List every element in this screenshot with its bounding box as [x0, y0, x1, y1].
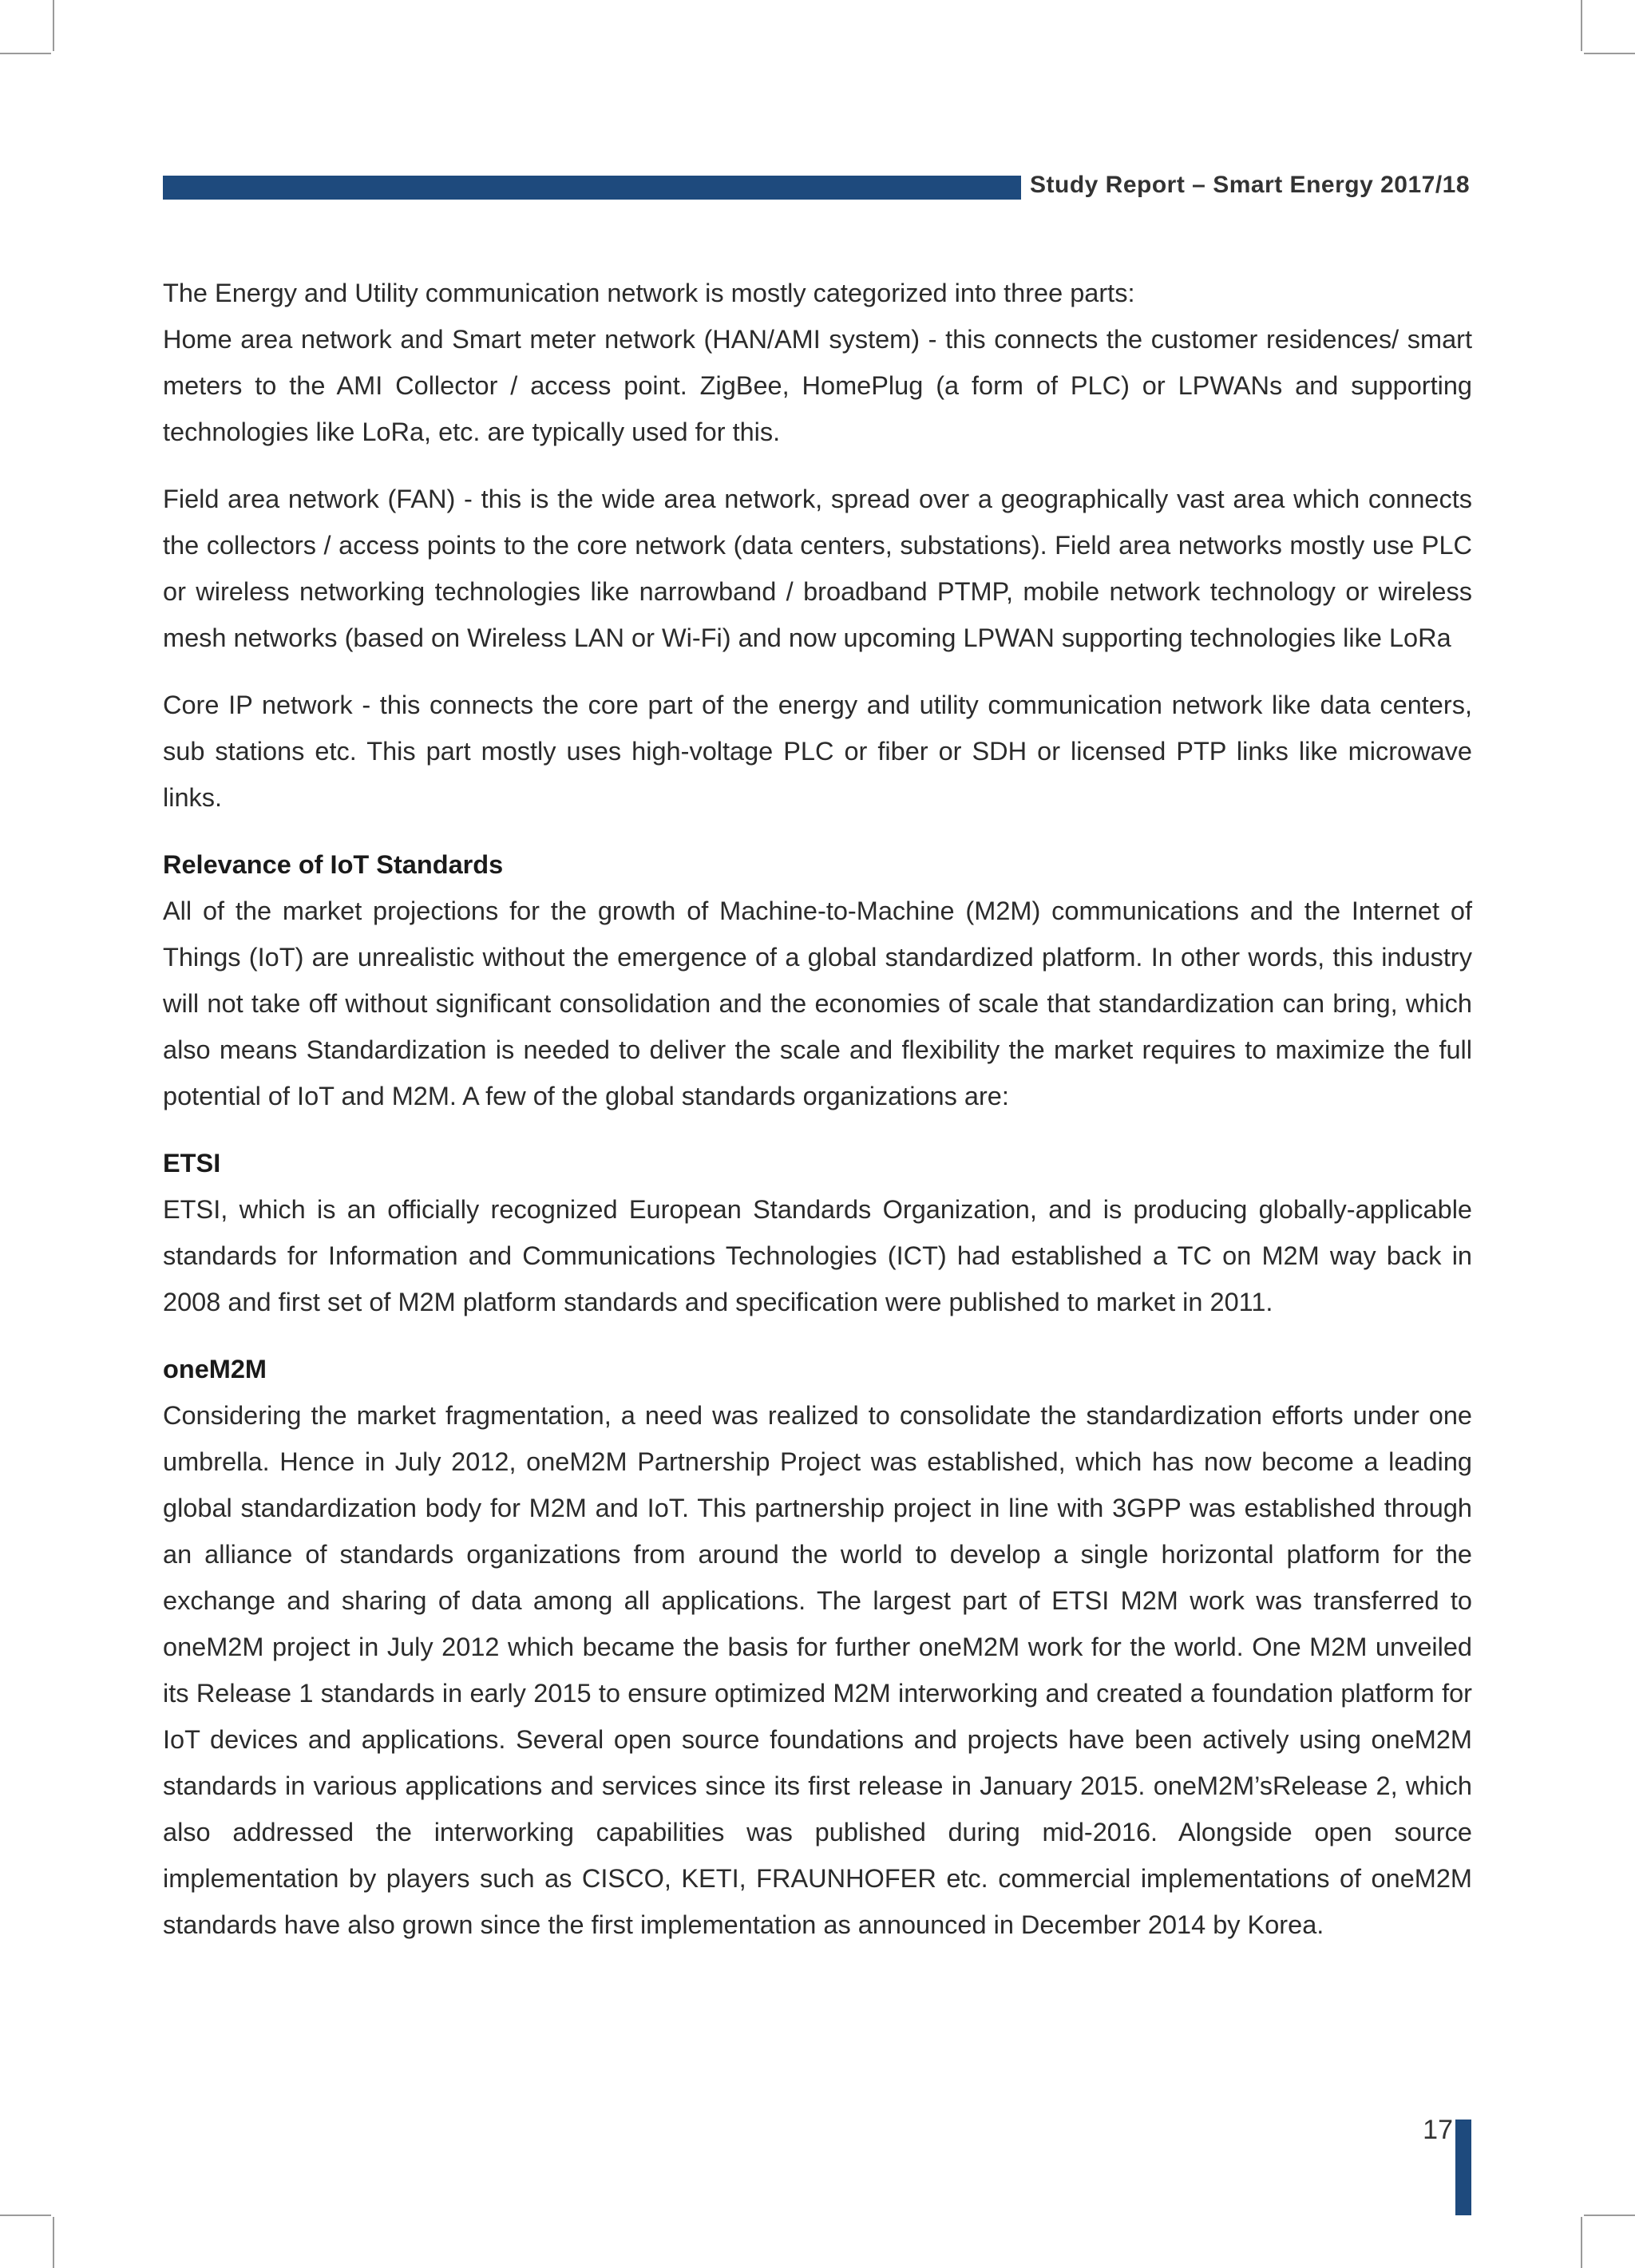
relevance-heading: Relevance of IoT Standards: [163, 850, 504, 879]
onem2m-paragraph: Considering the market fragmentation, a need was realized to consolidate the standardization efforts under one umbrella. Hence in July 2012, oneM2M Partnership Project was established, which has now become a leading global standardization body for M2M and IoT. This partnership project in line with 3GPP was established through an alliance of standards organizations from around the world to develop a single horizontal platform for the exchange and sharing of data among all applications. The largest part of ETSI M2M work was transferred to oneM2M project in July 2012 which became the basis for further oneM2M work for the world. One M2M unveiled its Release 1 standards in early 2015 to ensure optimized M2M interworking and created a foundation platform for IoT devices and applications. Several open source foundations and projects have been actively using oneM2M standards in various applications and services since its first release in January 2015. oneM2M’sRelease 2, which also addressed the interworking capabilities was published during mid-2016. Alongside open source implementation by players such as CISCO, KETI, FRAUNHOFER etc. commercial implementations of oneM2M standards have also grown since the first implementation as announced in December 2014 by Korea.: [163, 1401, 1472, 1939]
crop-mark: [53, 0, 54, 51]
etsi-paragraph: ETSI, which is an officially recognized European Standards Organization, and is producing globally-applicable standards for Information and Communications Technologies (ICT) had established a TC on M2M way back in 2008 and first set of M2M platform standards and specification were published to market in 2011.: [163, 1195, 1472, 1316]
onem2m-heading: oneM2M: [163, 1355, 267, 1383]
intro-paragraph: The Energy and Utility communication network is mostly categorized into three parts:: [163, 279, 1135, 307]
report-title: Study Report – Smart Energy 2017/18: [1030, 172, 1471, 198]
crop-mark: [1584, 2215, 1635, 2216]
page-number: 17: [1423, 2115, 1453, 2145]
crop-mark: [53, 2217, 54, 2268]
page-content: [163, 270, 1472, 1948]
han-paragraph: Home area network and Smart meter network (HAN/AMI system) - this connects the customer residences/ smart meters to the AMI Collector / access point. ZigBee, HomePlug (a form of PLC) or LPWANs and supporting technologies like LoRa, etc. are typically used for this.: [163, 325, 1472, 446]
crop-mark: [0, 2215, 51, 2216]
crop-mark: [1581, 2217, 1582, 2268]
core-paragraph: Core IP network - this connects the core part of the energy and utility communication network like data centers, sub stations etc. This part mostly uses high-voltage PLC or fiber or SDH or licensed PTP links like microwave links.: [163, 691, 1472, 812]
fan-paragraph: Field area network (FAN) - this is the wide area network, spread over a geographically vast area which connects the collectors / access points to the core network (data centers, substations). Field area networks mostly use PLC or wireless networking technologies like narrowband / broadband PTMP, mobile network technology or wireless mesh networks (based on Wireless LAN or Wi-Fi) and now upcoming LPWAN supporting technologies like LoRa: [163, 485, 1472, 652]
relevance-paragraph: All of the market projections for the growth of Machine-to-Machine (M2M) communications and the Internet of Things (IoT) are unrealistic without the emergence of a global standardized platform. In other words, this industry will not take off without significant consolidation and the economies of scale that standardization can bring, which also means Standardization is needed to deliver the scale and flexibility the market requires to maximize the full potential of IoT and M2M. A few of the global standards organizations are:: [163, 897, 1472, 1110]
etsi-heading: ETSI: [163, 1149, 221, 1178]
crop-mark: [1584, 53, 1635, 54]
page-marker-bar: [1455, 2120, 1471, 2215]
crop-mark: [1581, 0, 1582, 51]
header-bar: [163, 176, 1021, 200]
crop-mark: [0, 53, 51, 54]
